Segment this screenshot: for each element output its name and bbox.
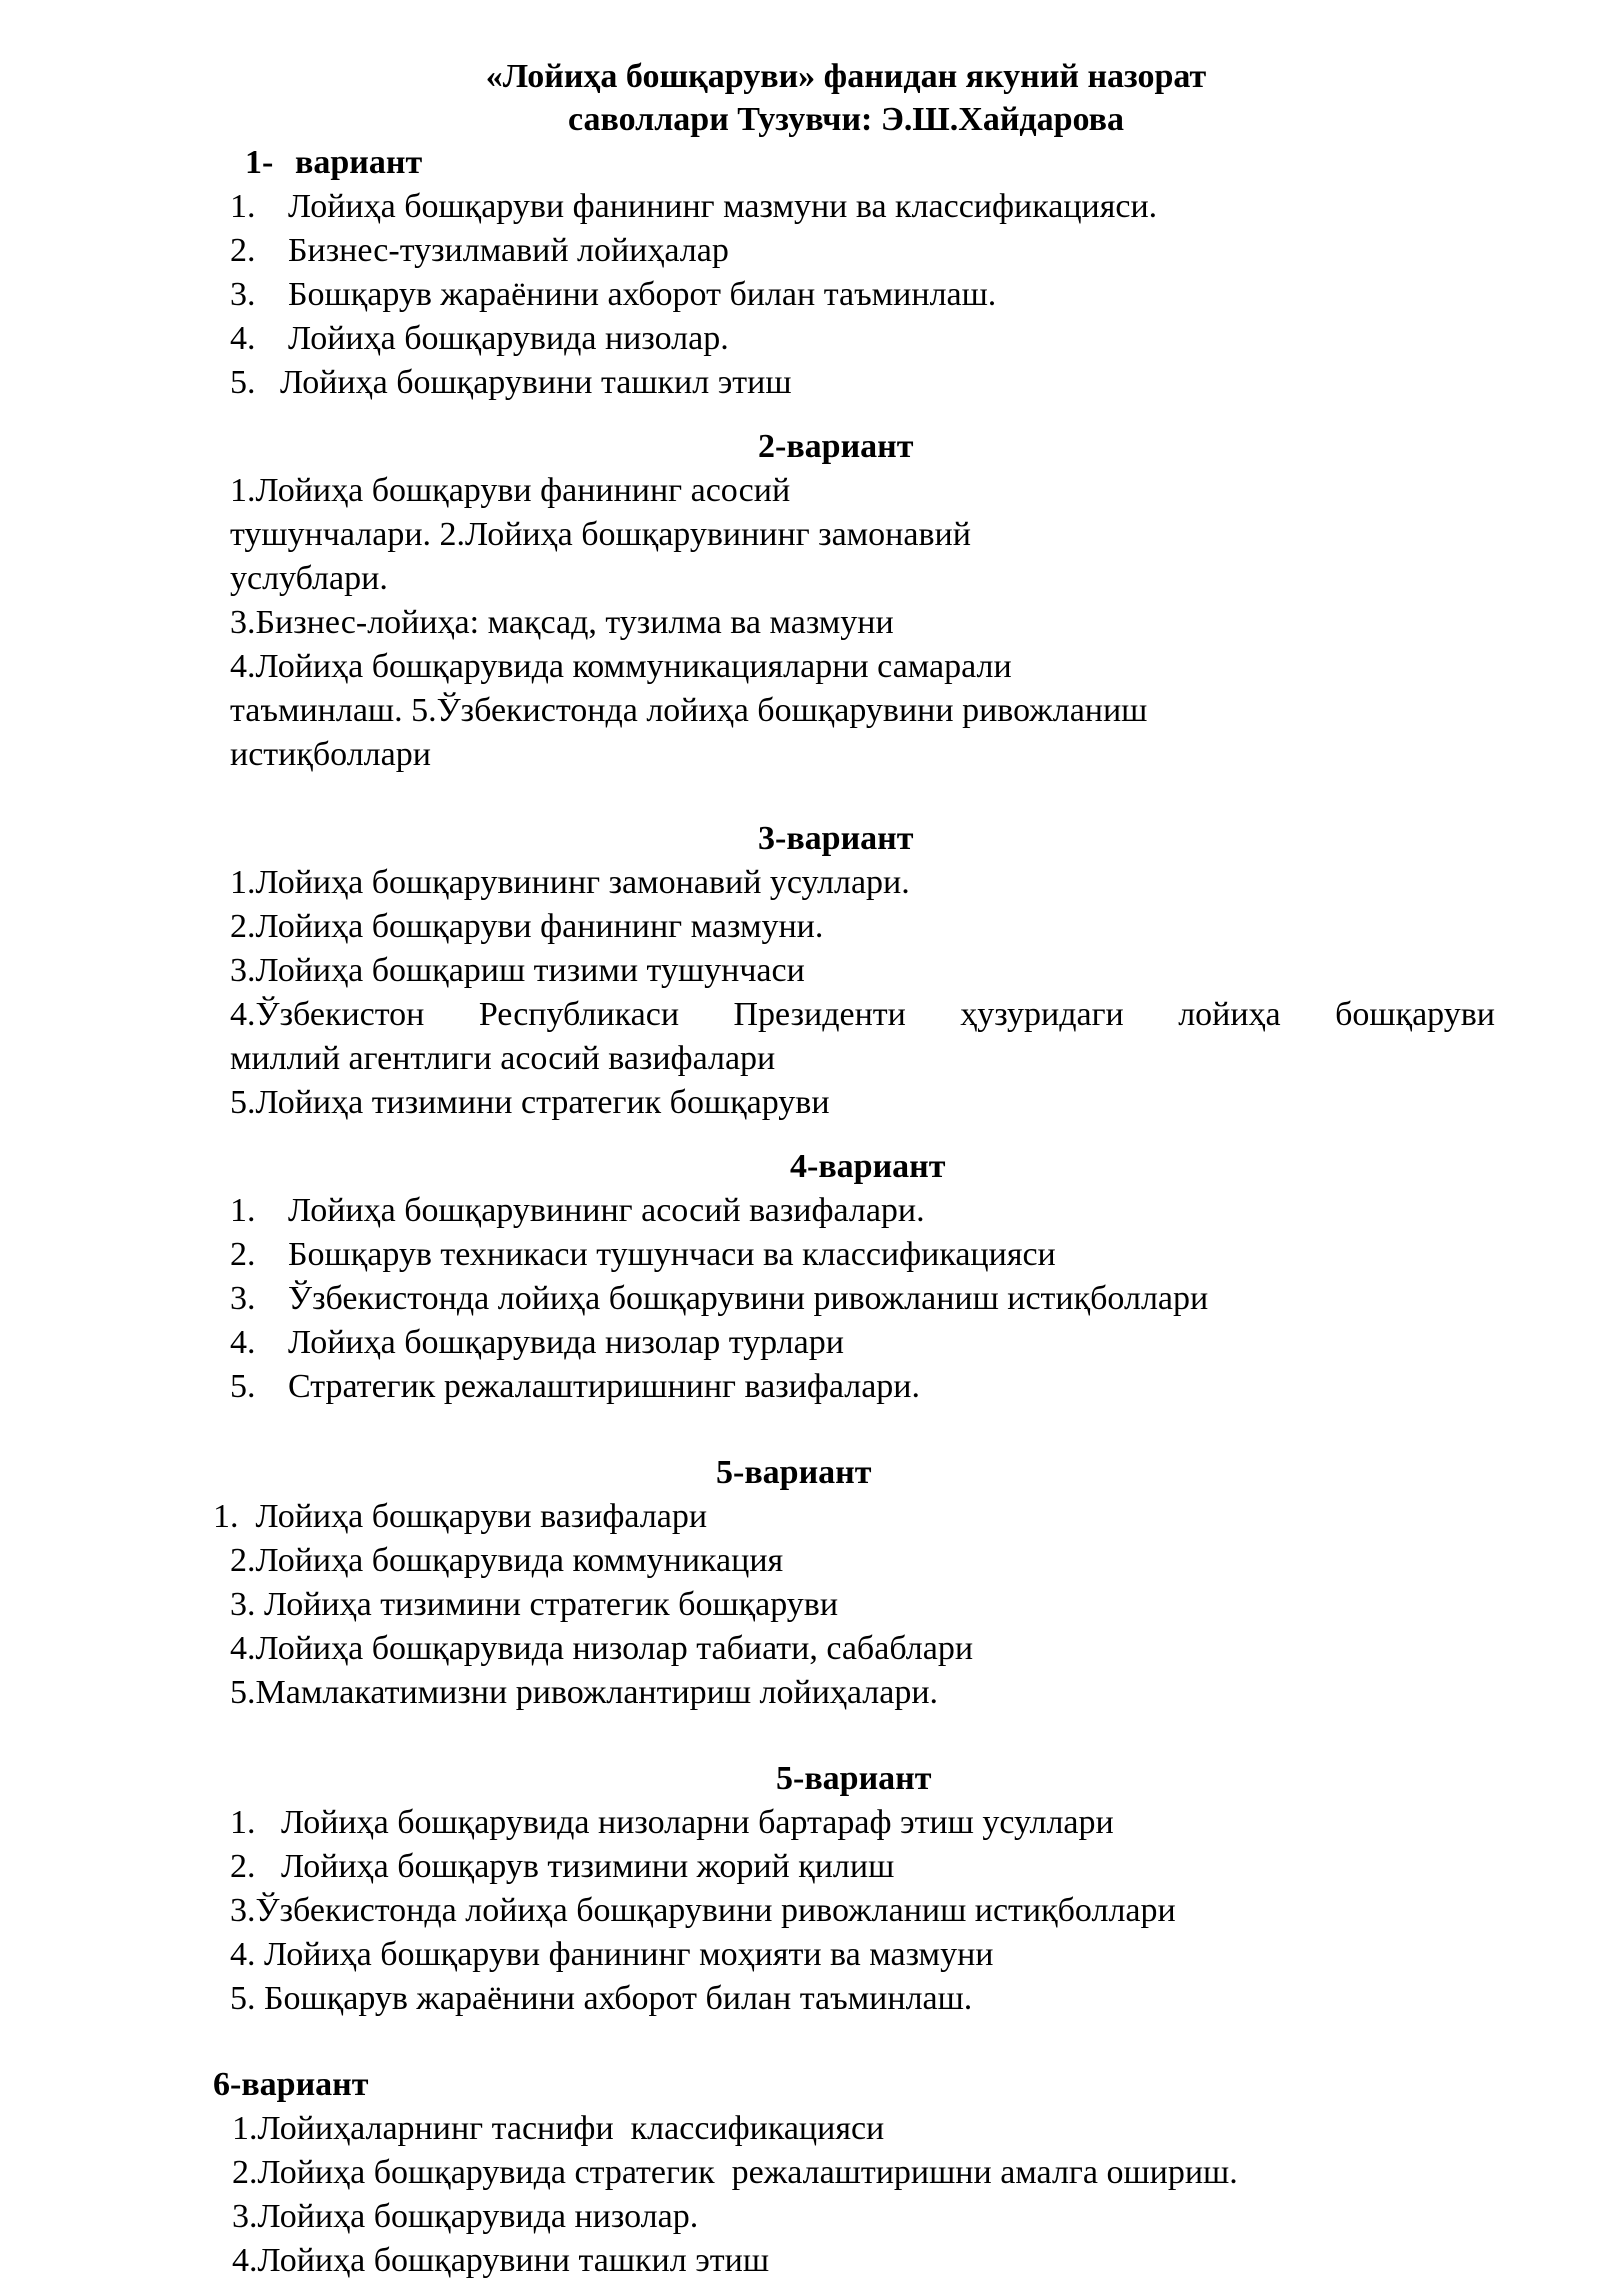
variant-1-item <box>230 317 729 361</box>
variant-2-heading: 2-вариант <box>758 428 914 465</box>
variant-6-line: 1.Лойиҳаларнинг таснифи классификацияси <box>232 2110 885 2147</box>
variant-4-item <box>230 1189 925 1233</box>
variant-5b-line: 5. Бошқарув жараёнини ахборот билан таъминлаш. <box>230 1980 973 2017</box>
variant-4-item <box>230 1233 1056 1277</box>
variant-6-line: 4.Лойиҳа бошқарувини ташкил этиш <box>232 2242 770 2279</box>
variant-1-item <box>230 185 1157 229</box>
item-number: 4. <box>230 320 256 357</box>
variant-5b-line: 4. Лойиҳа бошқаруви фанининг моҳияти ва мазмуни <box>230 1936 994 1973</box>
item-number: 1. <box>230 188 256 225</box>
variant-2-line: 1.Лойиҳа бошқаруви фанининг асосий <box>230 472 791 509</box>
variant-4-item <box>230 1277 1208 1321</box>
variant-3-line: 3.Лойиҳа бошқариш тизими тушунчаси <box>230 952 805 989</box>
variant-4-item <box>230 1365 920 1409</box>
item-text: Лойиҳа бошқарувининг асосий вазифалари. <box>288 1192 925 1229</box>
variant-3-line: 2.Лойиҳа бошқаруви фанининг мазмуни. <box>230 908 824 945</box>
item-number: 5. <box>230 1368 256 1405</box>
variant-3-line: 5.Лойиҳа тизимини стратегик бошқаруви <box>230 1084 830 1121</box>
variant-5a-line: 2.Лойиҳа бошқарувида коммуникация <box>230 1542 784 1579</box>
item-number: 4. <box>230 1324 256 1361</box>
variant-2-line: тушунчалари. 2.Лойиҳа бошқарувининг замонавий <box>230 516 971 553</box>
variant-1-item <box>230 273 996 317</box>
variant-2-line: 4.Лойиҳа бошқарувида коммуникацияларни самарали <box>230 648 1012 685</box>
item-text: Лойиҳа бошқарувини ташкил этиш <box>280 364 792 401</box>
item-number: 2. <box>230 232 256 269</box>
variant-4-item <box>230 1321 844 1365</box>
item-number: 5. <box>230 364 256 401</box>
variant-3-line: миллий агентлиги асосий вазифалари <box>230 1040 776 1077</box>
item-text: Лойиҳа бошқарувида низолар турлари <box>288 1324 844 1361</box>
variant-1-item <box>230 361 792 405</box>
variant-2-line: 3.Бизнес-лойиҳа: мақсад, тузилма ва мазмуни <box>230 604 894 641</box>
variant-6-line: 3.Лойиҳа бошқарувида низолар. <box>232 2198 699 2235</box>
variant-5b-line: 1. Лойиҳа бошқарувида низоларни бартараф этиш усуллари <box>230 1804 1114 1841</box>
document-title-line-2: саволлари Тузувчи: Э.Ш.Хайдарова <box>567 101 1125 138</box>
variant-3-line: 1.Лойиҳа бошқарувининг замонавий усуллари. <box>230 864 910 901</box>
variant-6-line: 2.Лойиҳа бошқарувида стратегик режалаштиришни амалга ошириш. <box>232 2154 1238 2191</box>
variant-1-heading <box>245 141 422 185</box>
item-text: Бизнес-тузилмавий лойиҳалар <box>288 232 729 269</box>
item-text: Ўзбекистонда лойиҳа бошқарувини ривожланиш истиқболлари <box>288 1280 1209 1317</box>
variant-3-heading: 3-вариант <box>758 820 914 857</box>
variant-4-heading: 4-вариант <box>790 1148 946 1185</box>
variant-2-line: истиқболлари <box>230 736 431 773</box>
variant-5b-line: 2. Лойиҳа бошқарув тизимини жорий қилиш <box>230 1848 895 1885</box>
variant-2-line: таъминлаш. 5.Ўзбекистонда лойиҳа бошқарувини ривожланиш <box>230 692 1148 729</box>
variant-5a-line: 3. Лойиҳа тизимини стратегик бошқаруви <box>230 1586 839 1623</box>
item-number: 2. <box>230 1236 256 1273</box>
item-number: 3. <box>230 1280 256 1317</box>
item-text: Стратегик режалаштиришнинг вазифалари. <box>288 1368 920 1405</box>
item-text: Бошқарув техникаси тушунчаси ва классификацияси <box>288 1236 1056 1273</box>
item-number: 1. <box>230 1192 256 1229</box>
variant-6-heading: 6-вариант <box>213 2066 369 2103</box>
variant-5a-heading: 5-вариант <box>716 1454 872 1491</box>
variant-5a-line: 1. Лойиҳа бошқаруви вазифалари <box>213 1498 708 1535</box>
item-text: Лойиҳа бошқаруви фанининг мазмуни ва классификацияси. <box>288 188 1158 225</box>
variant-5b-heading: 5-вариант <box>776 1760 932 1797</box>
variant-1-label: вариант <box>295 144 423 181</box>
item-text: Лойиҳа бошқарувида низолар. <box>288 320 729 357</box>
item-number: 3. <box>230 276 256 313</box>
document-title-line-1: «Лойиҳа бошқаруви» фанидан якуний назорат <box>485 58 1207 95</box>
variant-2-line: услублари. <box>230 560 388 597</box>
variant-5b-line: 3.Ўзбекистонда лойиҳа бошқарувини ривожланиш истиқболлари <box>230 1892 1176 1929</box>
variant-1-number: 1- <box>245 144 274 181</box>
variant-5a-line: 5.Мамлакатимизни ривожлантириш лойиҳалари. <box>230 1674 939 1711</box>
variant-1-item <box>230 229 729 273</box>
variant-3-line: 4.Ўзбекистон Республикаси Президенти ҳузуридаги лойиҳа бошқаруви <box>230 996 1495 1033</box>
item-text: Бошқарув жараёнини ахборот билан таъминлаш. <box>288 276 997 313</box>
variant-5a-line: 4.Лойиҳа бошқарувида низолар табиати, сабаблари <box>230 1630 974 1667</box>
